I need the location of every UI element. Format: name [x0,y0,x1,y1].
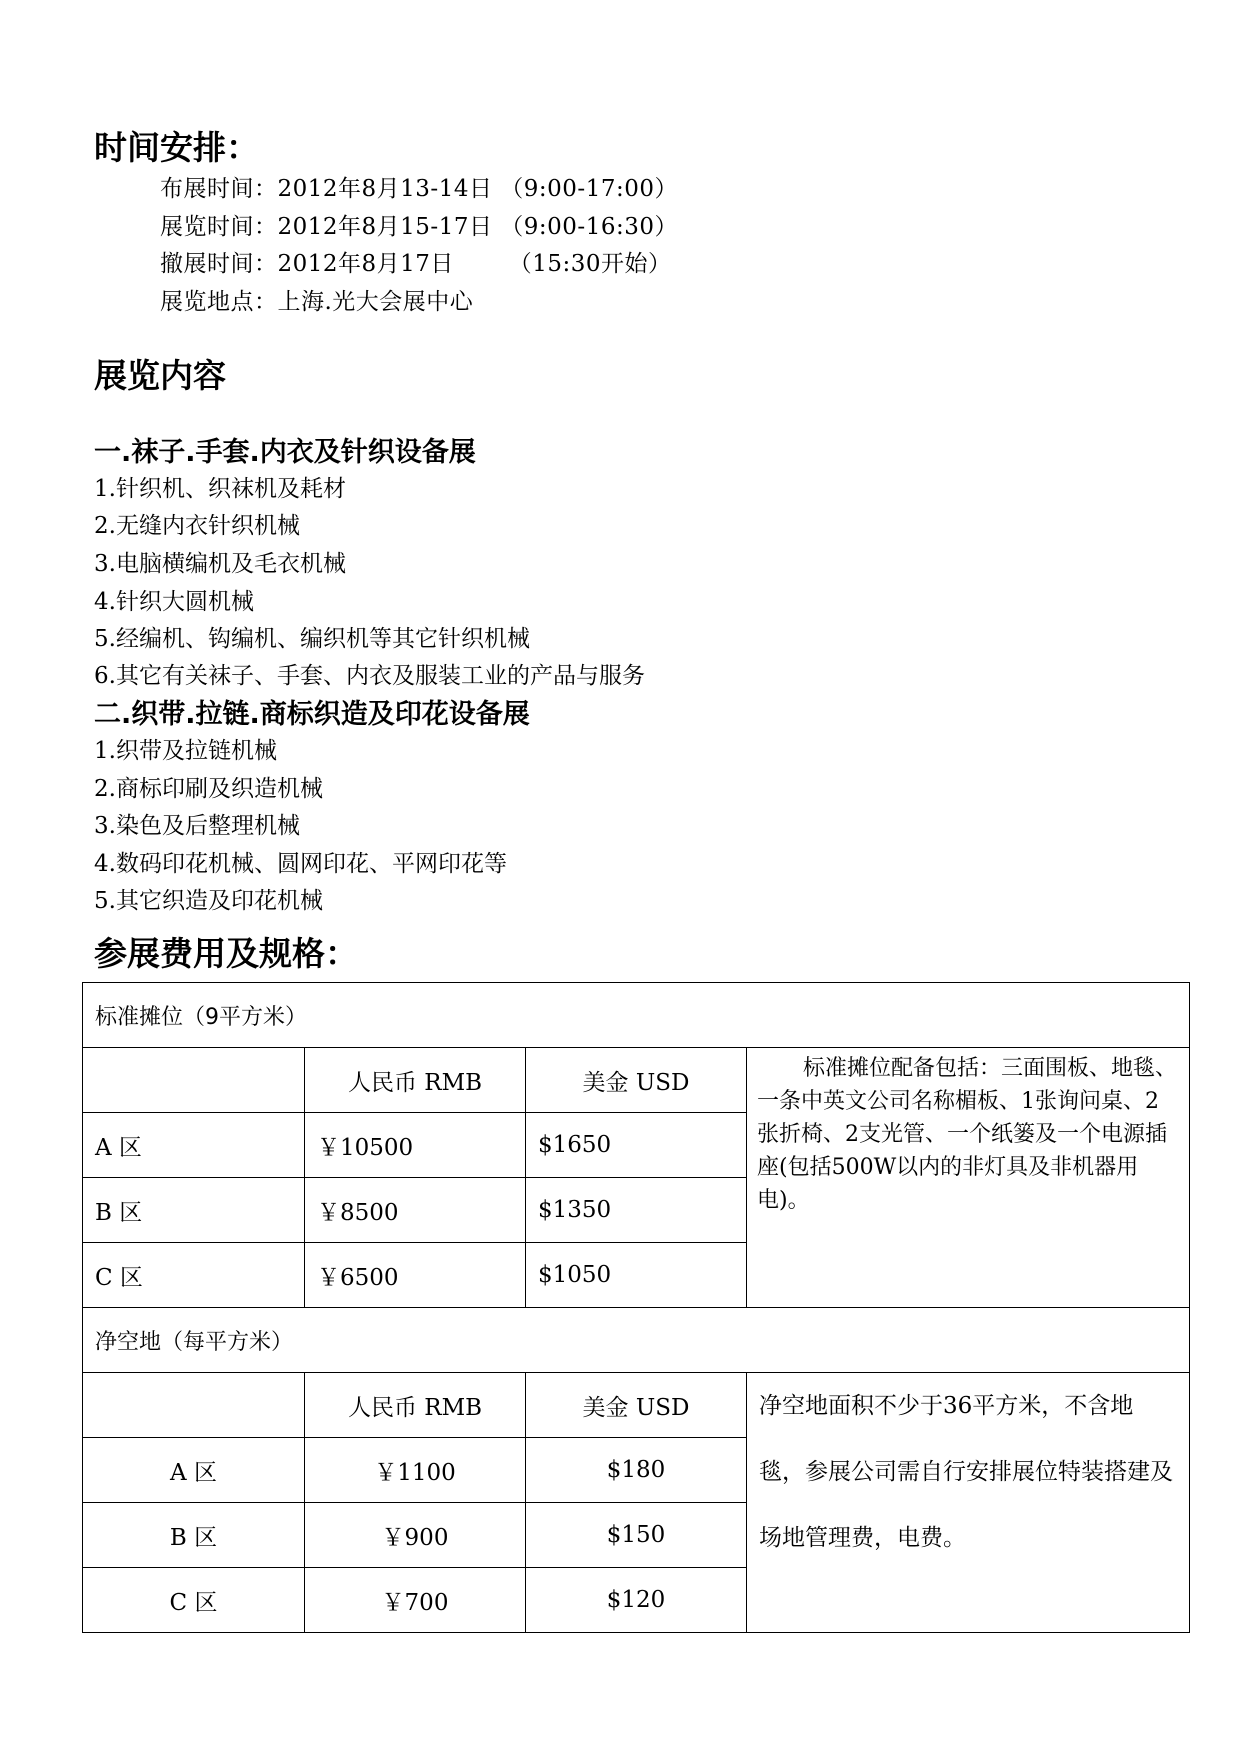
zone-cell: A 区 [83,1113,305,1178]
section1-item: 4.针织大圆机械 [94,589,254,615]
table-row [83,1048,1190,1113]
schedule-dismantle-time: 撤展时间：2012年8月17日 （15:30开始） [160,251,672,277]
table-cell [83,1373,305,1438]
schedule-exhibit-time: 展览时间：2012年8月15-17日 （9:00-16:30） [160,214,678,240]
price-rmb-cell: ￥8500 [305,1178,526,1243]
fees-table [82,982,1190,1633]
raw-space-title-row [83,1308,1190,1373]
price-rmb-cell: ￥10500 [305,1113,526,1178]
standard-booth-note-text: 标准摊位配备包括：三面围板、地毯、一条中英文公司名称楣板、1张询问桌、2张折椅、2支光管、一个纸篓及一个电源插座(包括500W以内的非灯具及非机器用电)。 [757,1056,1178,1213]
table-row [83,1373,1190,1438]
section1-item: 5.经编机、钩编机、编织机等其它针织机械 [94,626,530,652]
column-header-usd: 美金 USD [526,1373,747,1438]
standard-booth-title: 标准摊位（9平方米） [83,983,1190,1048]
price-rmb-cell: ￥1100 [305,1438,526,1503]
zone-cell: C 区 [83,1243,305,1308]
content-heading: 展览内容 [94,356,226,395]
zone-cell: B 区 [83,1178,305,1243]
standard-booth-title-row [83,983,1190,1048]
price-usd-cell: $1350 [526,1178,747,1243]
column-header-usd: 美金 USD [526,1048,747,1113]
section1-item: 6.其它有关袜子、手套、内衣及服装工业的产品与服务 [94,663,645,689]
section2-item: 1.织带及拉链机械 [94,738,277,764]
section2-item: 4.数码印花机械、圆网印花、平网印花等 [94,851,507,877]
price-usd-cell: $120 [526,1568,747,1633]
section2-item: 3.染色及后整理机械 [94,813,300,839]
zone-cell: C 区 [83,1568,305,1633]
schedule-heading: 时间安排： [94,128,259,167]
price-usd-cell: $1050 [526,1243,747,1308]
price-rmb-cell: ￥6500 [305,1243,526,1308]
section1-title: 一.袜子.手套.内衣及针织设备展 [94,437,476,468]
section1-item: 1.针织机、织袜机及耗材 [94,476,346,502]
price-usd-cell: $1650 [526,1113,747,1178]
section2-item: 2.商标印刷及织造机械 [94,776,323,802]
column-header-rmb: 人民币 RMB [305,1048,526,1113]
zone-cell: B 区 [83,1503,305,1568]
zone-cell: A 区 [83,1438,305,1503]
table-cell [83,1048,305,1113]
schedule-setup-time: 布展时间：2012年8月13-14日 （9:00-17:00） [160,176,678,202]
section1-item: 3.电脑横编机及毛衣机械 [94,551,346,577]
raw-space-title: 净空地（每平方米） [83,1308,1190,1373]
price-rmb-cell: ￥900 [305,1503,526,1568]
column-header-rmb: 人民币 RMB [305,1373,526,1438]
schedule-venue: 展览地点：上海.光大会展中心 [160,289,474,315]
section1-item: 2.无缝内衣针织机械 [94,513,300,539]
standard-booth-note [747,1048,1190,1308]
section2-item: 5.其它织造及印花机械 [94,888,323,914]
price-rmb-cell: ￥700 [305,1568,526,1633]
fees-heading: 参展费用及规格： [94,934,358,973]
section2-title: 二.织带.拉链.商标织造及印花设备展 [94,699,530,730]
price-usd-cell: $180 [526,1438,747,1503]
price-usd-cell: $150 [526,1503,747,1568]
raw-space-note: 净空地面积不少于36平方米，不含地毯，参展公司需自行安排展位特装搭建及场地管理费，电费。 [747,1373,1190,1633]
